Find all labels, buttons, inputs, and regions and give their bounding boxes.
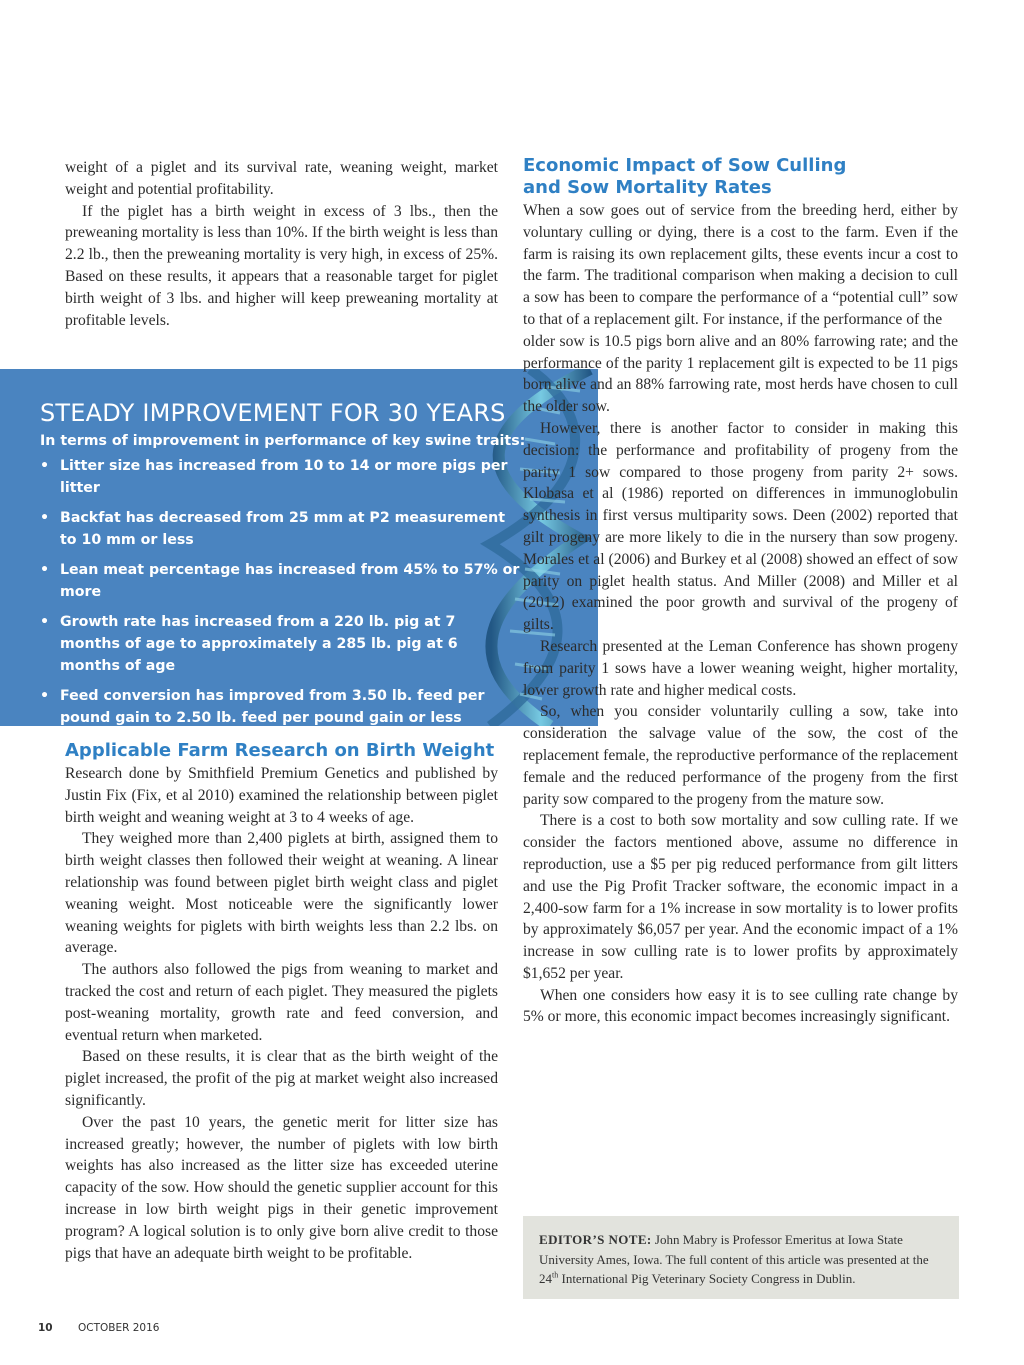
sidebar-box: [0, 369, 598, 726]
paragraph-continued: older sow is 10.5 pigs born alive and an 80% farrowing rate; and the performance of the parity 1 replacement gilt is expected to be 11 pigs born alive and an 88% farrowing rate, most herds have chosen to cull the older sow.: [523, 332, 958, 416]
left-column-bottom: [65, 740, 498, 1264]
paragraph: weight of a piglet and its survival rate, weaning weight, market weight and potential profitability.: [65, 159, 498, 198]
left-column-top: [65, 157, 498, 331]
editor-note-label: EDITOR’S NOTE:: [539, 1232, 652, 1247]
paragraph: Research presented at the Leman Conference has shown progeny from parity 1 sows have a lower weaning weight, higher mortality, lower growth rate and higher medical costs.: [523, 637, 958, 699]
section-heading-line: and Sow Mortality Rates: [523, 177, 772, 198]
editor-note-box: [523, 1216, 959, 1299]
list-item: • Backfat has decreased from 25 mm at P2 measurement to 10 mm or less: [40, 507, 530, 551]
paragraph: There is a cost to both sow mortality and sow culling rate. If we consider the factors mentioned above, assume no difference in reproduction, use a $5 per pig reduced performance from gilt litters and use the Pig Profit Tracker software, the economic impact in a 2,400-sow farm for a 1% increase in sow mortality is to lower profits by approximately $6,057 per year. And the economic impact of a 1% increase in sow culling rate is to lower profits by approximately $1,652 per year.: [523, 812, 958, 982]
paragraph: Over the past 10 years, the genetic merit for litter size has increased greatly; however, the number of piglets with low birth weights has also increased as the litter size has exceeded uterine capacity of the sow. How should the genetic supplier account for this increase in low birth weight pigs in their genetic improvement program? A logical solution is to only give born alive credit to those pigs that have an adequate birth weight to be profitable.: [65, 1113, 498, 1262]
editor-note-text: John Mabry is Professor Emeritus at Iowa State University Ames, Iowa. The full content of this article was presented at the 24: [539, 1232, 929, 1286]
page-number: 10: [38, 1322, 53, 1334]
paragraph: So, when you consider voluntarily culling a sow, take into consideration the salvage value of the sow, the cost of the replacement female, the reproductive performance of the replacement female and the reduced performance of the progeny from the first parity sow compared to the progeny from the mature sow.: [523, 703, 958, 808]
paragraph: When a sow goes out of service from the breeding herd, either by voluntary culling or dying, there is a cost to the farm. Even if the farm is raising its own replacement gilts, these events incur a cost to the farm. The traditional comparison when making a decision to cull a sow has been to compare the performance of a “potential cull” sow to that of a replacement gilt. For instance, if the performance of the: [523, 202, 958, 328]
sidebar-intro: In terms of improvement in performance of key swine traits:: [40, 433, 526, 449]
section-heading-line: Economic Impact of Sow Culling: [523, 155, 847, 176]
ordinal-suffix: th: [552, 1270, 559, 1280]
paragraph: The authors also followed the pigs from weaning to market and tracked the cost and return of each piglet. They measured the piglets post-weaning mortality, growth rate and feed conversion, and eventual return when marketed.: [65, 961, 498, 1044]
sidebar-title: STEADY IMPROVEMENT FOR 30 YEARS: [40, 399, 506, 427]
list-item: • Feed conversion has improved from 3.50 lb. feed per pound gain to 2.50 lb. feed per pound gain or less: [40, 685, 530, 726]
paragraph: Research done by Smithfield Premium Genetics and published by Justin Fix (Fix, et al 2010) examined the relationship between piglet birth weight and weaning weight at 3 to 4 weeks of age.: [65, 765, 498, 826]
paragraph: They weighed more than 2,400 piglets at birth, assigned them to birth weight classes then followed their weight at weaning. A linear relationship was found between piglet birth weight class and piglet weaning weight. Most noticeable were the significantly lower weaning weights for piglets with birth weights less than 2.2 lbs. on average.: [65, 830, 498, 957]
paragraph: When one considers how easy it is to see culling rate change by 5% or more, this economic impact becomes increasingly significant.: [523, 986, 958, 1026]
right-column: [523, 155, 958, 1028]
paragraph: However, there is another factor to consider in making this decision: the performance and profitability of progeny from the parity 1 sow compared to those progeny from parity 2+ sows. Klobasa et al (1986) reported on differences in immunoglobulin synthesis in first versus multiparity sows. Deen (2002) reported that gilt progeny are more likely to die in the nursery than sow progeny. Morales et al (2006) and Burkey et al (2008) showed an effect of sow parity on piglet health status. And Miller (2008) and Miller et al (2012) examined the poor growth and survival of the progeny of gilts.: [523, 419, 958, 634]
page-footer: [38, 1322, 159, 1334]
sidebar-list: [40, 455, 530, 726]
paragraph: Based on these results, it is clear that as the birth weight of the piglet increased, the profit of the pig at market weight also increased significantly.: [65, 1048, 498, 1109]
sidebar-content: [40, 399, 530, 726]
issue-date: OCTOBER 2016: [77, 1322, 160, 1334]
section-heading: Applicable Farm Research on Birth Weight: [65, 740, 495, 761]
section-heading: [523, 155, 958, 199]
editor-note-text: International Pig Veterinary Society Congress in Dublin.: [561, 1271, 856, 1286]
list-item: • Growth rate has increased from a 220 lb. pig at 7 months of age to approximately a 285 lb. pig at 6 months of age: [40, 611, 530, 677]
list-item: • Litter size has increased from 10 to 14 or more pigs per litter: [40, 455, 530, 499]
paragraph: If the piglet has a birth weight in excess of 3 lbs., then the preweaning mortality is less than 10%. If the birth weight is less than 2.2 lb., then the preweaning mortality is very high, in excess of 25%. Based on these results, it appears that a reasonable target for piglet birth weight of 3 lbs. and higher will keep preweaning mortality at profitable levels.: [65, 202, 498, 329]
list-item: • Lean meat percentage has increased from 45% to 57% or more: [40, 559, 530, 603]
